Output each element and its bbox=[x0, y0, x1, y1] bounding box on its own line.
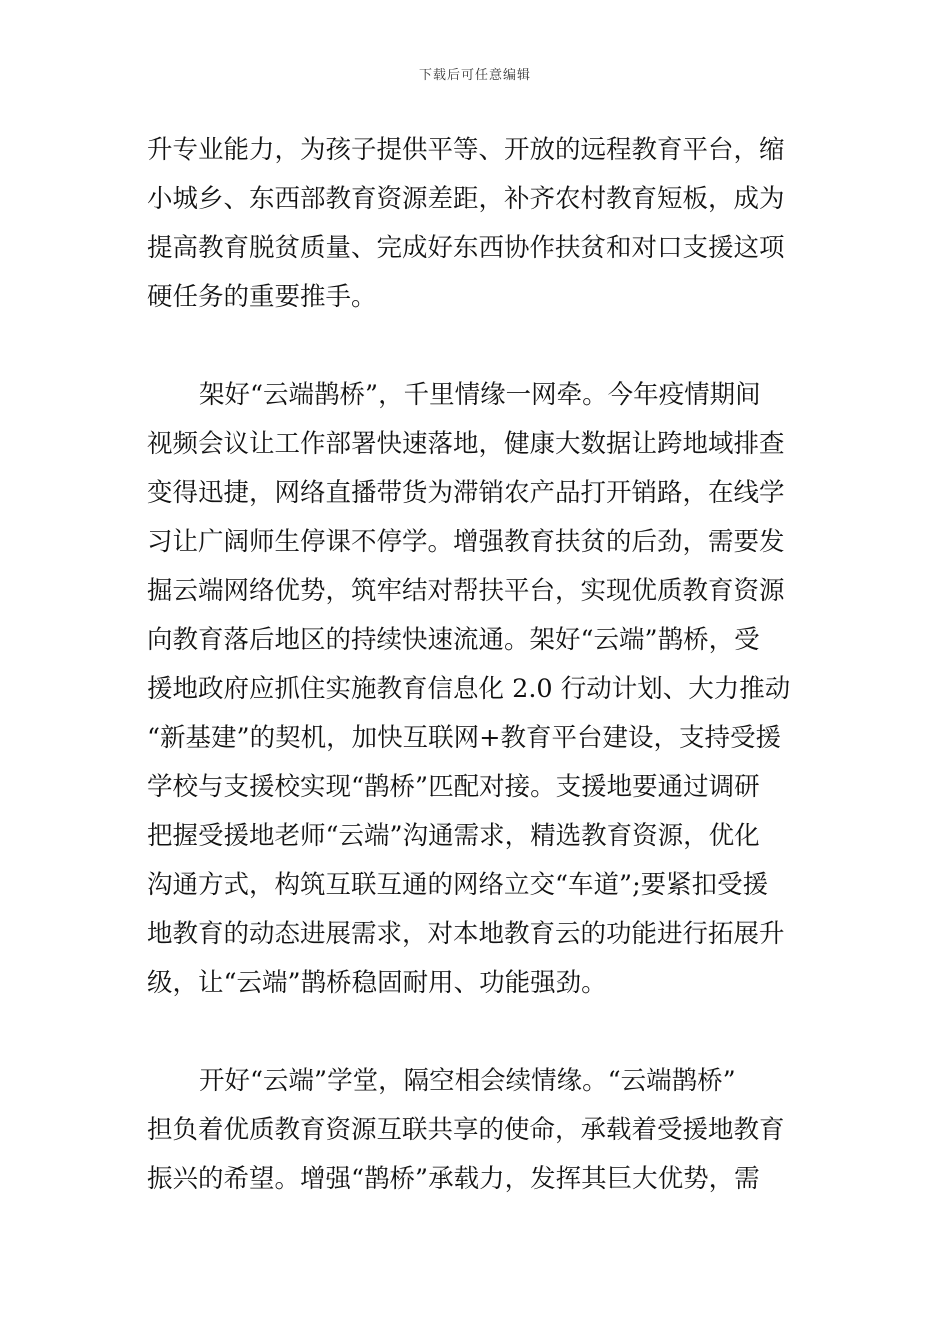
text-line: 开好“云端”学堂，隔空相会续情缘。“云端鹊桥” bbox=[199, 1066, 736, 1096]
paragraph-2 bbox=[147, 371, 807, 1008]
text-line: 习让广阔师生停课不停学。增强教育扶贫的后劲，需要发 bbox=[147, 527, 785, 557]
text-line: 架好“云端鹊桥”，千里情缘一网牵。今年疫情期间 bbox=[199, 380, 761, 410]
paragraph-1 bbox=[147, 126, 807, 322]
text-line: 掘云端网络优势，筑牢结对帮扶平台，实现优质教育资源 bbox=[147, 576, 785, 606]
text-line: 升专业能力，为孩子提供平等、开放的远程教育平台，缩 bbox=[147, 135, 785, 165]
document-body bbox=[147, 126, 807, 1204]
text-line: “新基建”的契机，加快互联网+教育平台建设，支持受援 bbox=[147, 723, 781, 753]
text-line: 小城乡、东西部教育资源差距，补齐农村教育短板，成为 bbox=[147, 184, 785, 214]
text-line: 沟通方式，构筑互联互通的网络立交“车道”;要紧扣受援 bbox=[147, 870, 769, 900]
text-line: 担负着优质教育资源互联共享的使命，承载着受援地教育 bbox=[147, 1115, 785, 1145]
text-line: 援地政府应抓住实施教育信息化 2.0 行动计划、大力推动 bbox=[147, 674, 791, 704]
text-line: 硬任务的重要推手。 bbox=[147, 282, 377, 312]
text-line: 级，让“云端”鹊桥稳固耐用、功能强劲。 bbox=[147, 968, 607, 998]
text-line: 地教育的动态进展需求，对本地教育云的功能进行拓展升 bbox=[147, 919, 785, 949]
text-line: 变得迅捷，网络直播带货为滞销农产品打开销路，在线学 bbox=[147, 478, 785, 508]
text-line: 把握受援地老师“云端”沟通需求，精选教育资源，优化 bbox=[147, 821, 760, 851]
text-line: 视频会议让工作部署快速落地，健康大数据让跨地域排查 bbox=[147, 429, 785, 459]
text-line: 提高教育脱贫质量、完成好东西协作扶贫和对口支援这项 bbox=[147, 233, 785, 263]
text-line: 振兴的希望。增强“鹊桥”承载力，发挥其巨大优势，需 bbox=[147, 1164, 760, 1194]
page-header: 下载后可任意编辑 bbox=[418, 68, 531, 83]
text-line: 向教育落后地区的持续快速流通。架好“云端”鹊桥，受 bbox=[147, 625, 760, 655]
text-line: 学校与支援校实现“鹊桥”匹配对接。支援地要通过调研 bbox=[147, 772, 760, 802]
paragraph-3 bbox=[147, 1057, 807, 1204]
